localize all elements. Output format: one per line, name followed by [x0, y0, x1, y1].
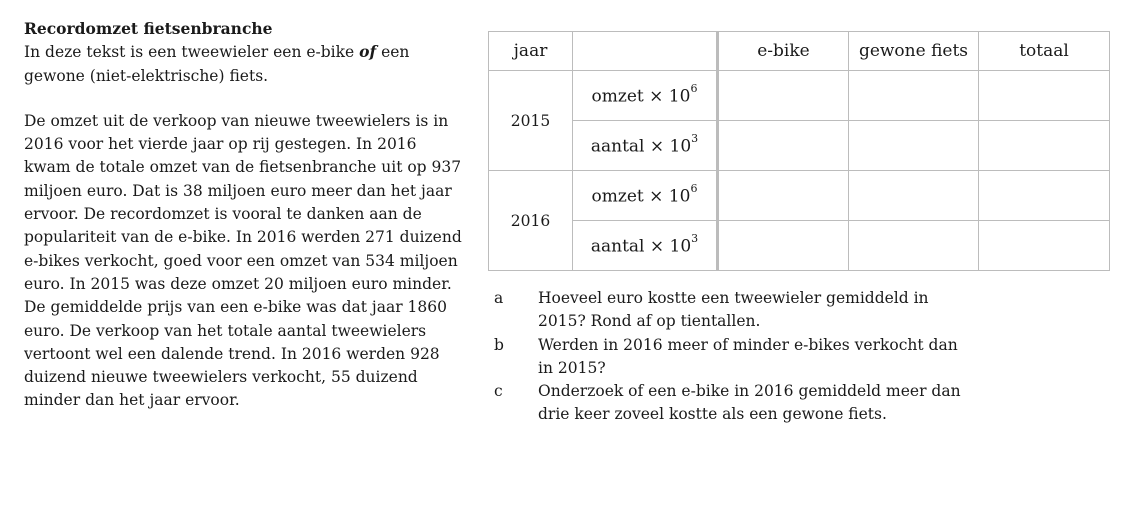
- input-cell[interactable]: [979, 221, 1110, 271]
- question-letter: a: [494, 289, 504, 307]
- questions-list: [494, 287, 974, 427]
- question-text: Hoeveel euro kostte een tweewieler gemiddeld in 2015? Rond af op tientallen.: [538, 289, 929, 331]
- intro-after: een gewone (niet-elektrische) fiets.: [24, 43, 410, 85]
- input-cell[interactable]: [849, 221, 979, 271]
- data-table: [488, 31, 1110, 271]
- question-b: [494, 334, 974, 381]
- header-ebike: e-bike: [718, 32, 849, 71]
- header-totaal: totaal: [979, 32, 1110, 71]
- intro-paragraph: [24, 40, 464, 88]
- input-cell[interactable]: [718, 121, 849, 171]
- table-row: [489, 121, 1110, 171]
- question-letter: b: [494, 335, 504, 354]
- table-row: [489, 221, 1110, 271]
- question-letter: c: [494, 382, 503, 401]
- intro-before: In deze tekst is een tweewieler een e-bike: [24, 43, 360, 62]
- input-cell[interactable]: [979, 71, 1110, 121]
- page-title: Recordomzet fietsenbranche: [24, 19, 273, 38]
- header-blank: [573, 32, 718, 71]
- year-cell-2015: 2015: [489, 71, 573, 171]
- table-row: [489, 171, 1110, 221]
- year-cell-2016: 2016: [489, 171, 573, 271]
- input-cell[interactable]: [849, 171, 979, 221]
- row-label-aantal: aantal × $10^3$: [573, 221, 718, 271]
- input-cell[interactable]: [718, 221, 849, 271]
- question-text: Werden in 2016 meer of minder e-bikes verkocht dan in 2015?: [538, 335, 958, 377]
- row-label-omzet: omzet × $10^6$: [573, 171, 718, 221]
- intro-emphasis: of: [359, 42, 377, 62]
- input-cell[interactable]: [849, 71, 979, 121]
- input-cell[interactable]: [979, 171, 1110, 221]
- input-cell[interactable]: [718, 71, 849, 121]
- input-cell[interactable]: [718, 171, 849, 221]
- question-c: [494, 380, 974, 427]
- header-gewone-fiets: gewone fiets: [849, 32, 979, 71]
- question-a: [494, 287, 974, 334]
- row-label-omzet: omzet × $10^6$: [573, 71, 718, 121]
- body-paragraph: De omzet uit de verkoop van nieuwe tweewielers is in 2016 voor het vierde jaar op rij gestegen. In 2016 kwam de totale omzet van de fietsenbranche uit op 937 miljoen euro. Dat is 38 miljoen euro meer dan het jaar ervoor. De recordomzet is vooral te danken aan de populariteit van de e-bike. In 2016 werden 271 duizend e-bikes verkocht, goed voor een omzet van 534 miljoen euro. In 2015 was deze omzet 20 miljoen euro minder. De gemiddelde prijs van een e-bike was dat jaar 1860 euro. De verkoop van het totale aantal tweewielers vertoont wel een dalende trend. In 2016 werden 928 duizend nieuwe tweewielers verkocht, 55 duizend minder dan het jaar ervoor.: [24, 111, 462, 410]
- input-cell[interactable]: [979, 121, 1110, 171]
- text-column: [24, 17, 464, 413]
- table-header-row: [489, 32, 1110, 71]
- header-jaar: jaar: [489, 32, 573, 71]
- input-cell[interactable]: [849, 121, 979, 171]
- row-label-aantal: aantal × $10^3$: [573, 121, 718, 171]
- question-text: Onderzoek of een e-bike in 2016 gemiddeld meer dan drie keer zoveel kostte als een gewone fiets.: [538, 382, 961, 424]
- table-row: [489, 71, 1110, 121]
